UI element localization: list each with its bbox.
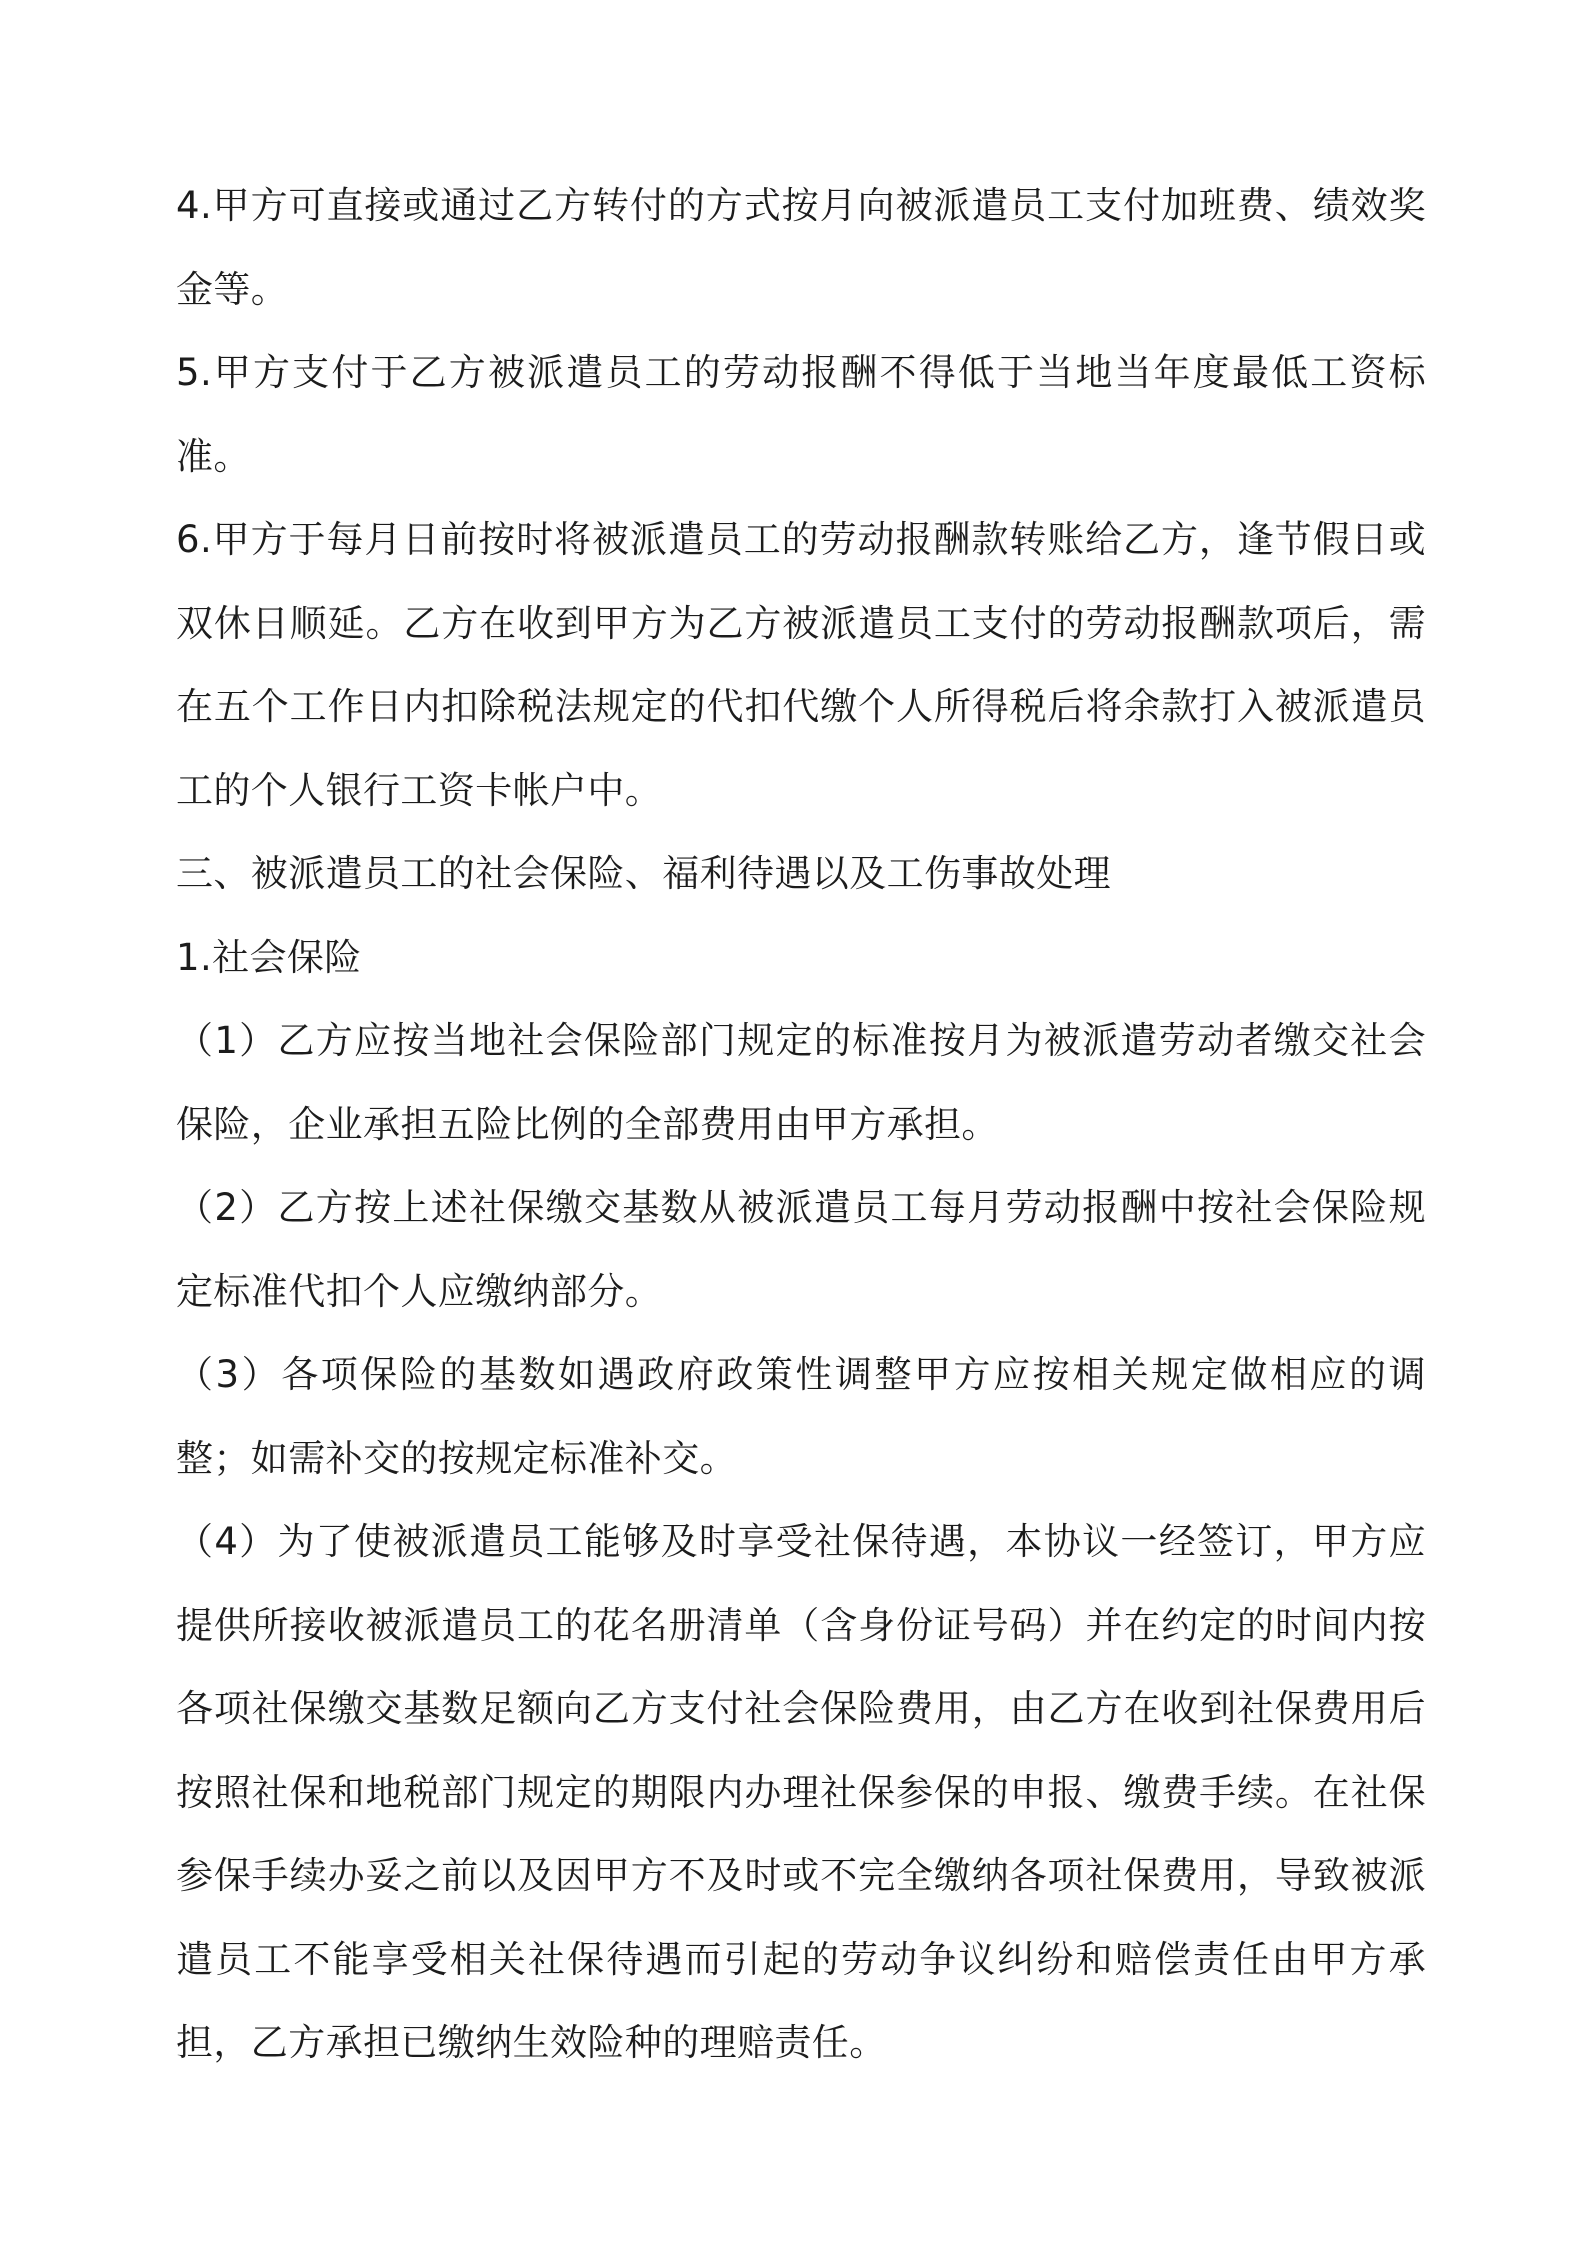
subsection-heading-social-insurance: 1.社会保险 [176, 935, 362, 979]
clause-4: （4）为了使被派遣员工能够及时享受社保待遇，本协议一经签订，甲方应提供所接收被派遣员工的花名册清单（含身份证号码）并在约定的时间内按各项社保缴交基数足额向乙方支付社会保险费用，由乙方在收到社保费用后按照社保和地税部门规定的期限内办理社保参保的申报、缴费手续。在社保参保手续办妥之前以及因甲方不及时或不完全缴纳各项社保费用，导致被派遣员工不能享受相关社保待遇而引起的劳动争议纠纷和赔偿责任由甲方承担，乙方承担已缴纳生效险种的理赔责任。 [176, 1520, 1426, 2064]
section-heading-3: 三、被派遣员工的社会保险、福利待遇以及工伤事故处理 [176, 852, 1111, 895]
paragraph-item-6: 6.甲方于每月日前按时将被派遣员工的劳动报酬款转账给乙方，逢节假日或双休日顺延。乙方在收到甲方为乙方被派遣员工支付的劳动报酬款项后，需在五个工作日内扣除税法规定的代扣代缴个人所得税后将余款打入被派遣员工的个人银行工资卡帐户中。 [176, 518, 1426, 812]
paragraph-item-4: 4.甲方可直接或通过乙方转付的方式按月向被派遣员工支付加班费、绩效奖金等。 [176, 184, 1426, 311]
paragraph-item-5: 5.甲方支付于乙方被派遣员工的劳动报酬不得低于当地当年度最低工资标准。 [176, 351, 1426, 478]
clause-3: （3）各项保险的基数如遇政府政策性调整甲方应按相关规定做相应的调整；如需补交的按规定标准补交。 [176, 1353, 1426, 1480]
document-body [176, 164, 1426, 2085]
clause-1: （1）乙方应按当地社会保险部门规定的标准按月为被派遣劳动者缴交社会保险，企业承担五险比例的全部费用由甲方承担。 [176, 1019, 1426, 1146]
clause-2: （2）乙方按上述社保缴交基数从被派遣员工每月劳动报酬中按社会保险规定标准代扣个人应缴纳部分。 [176, 1186, 1426, 1313]
